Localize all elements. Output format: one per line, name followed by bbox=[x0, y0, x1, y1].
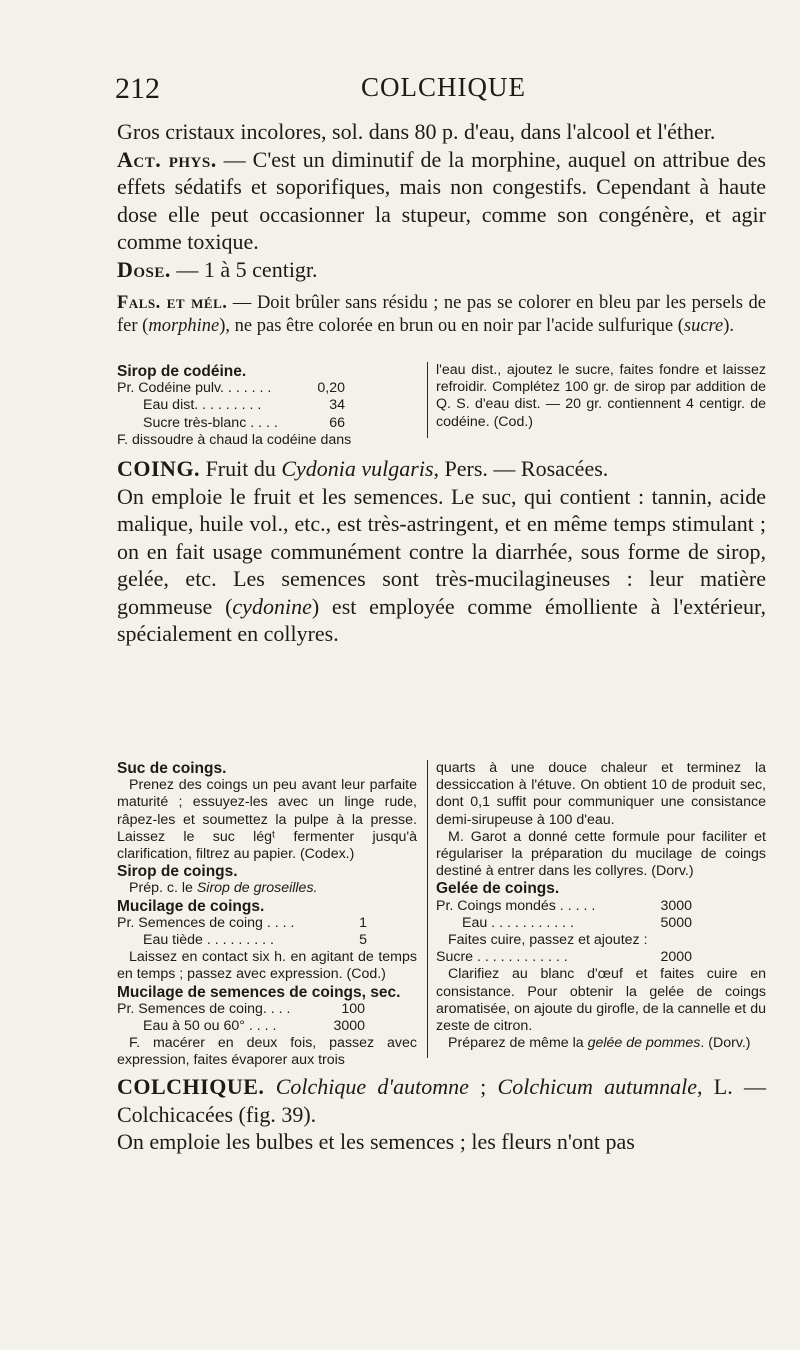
sirop-coings-prep: Prép. c. le bbox=[129, 880, 197, 897]
colchique-family: , L. — Colchicacées (fig. 39). bbox=[117, 1074, 766, 1127]
recipe-label: Pr. Codéine pulv. . . . . . . bbox=[117, 380, 272, 397]
coing-text: Fruit du bbox=[200, 456, 282, 481]
sirop-codeine-title: Sirop de codéine. bbox=[117, 363, 247, 380]
coing-body-text2: ) est employée comme émolliente à l'extérieur, spécialement en collyres. bbox=[117, 593, 766, 646]
coing-body-text: On emploie le fruit et les semences. Le suc, qui contient : tannin, acide malique, huile vol., etc., est très-astringent, et en même temps stimulant ; on en fait usage communément contre la diarrhée, sous forme de sirop, gelée, etc. Les semences sont très-mucilagineuses : leur matière gommeuse ( bbox=[117, 483, 766, 619]
colchique-sep bbox=[264, 1074, 275, 1099]
column-divider bbox=[427, 760, 428, 1058]
coing-heading bbox=[117, 455, 766, 483]
act-phys-label: Act. phys. bbox=[117, 146, 217, 172]
mucilage-sec-text: F. macérer en deux fois, passez avec expression, faites évaporer aux trois bbox=[117, 1035, 417, 1069]
fals-text: — Doit brûler sans résidu ; ne pas se colorer en bleu par les persels de fer ( bbox=[117, 293, 766, 336]
colchique-body: On emploie les bulbes et les semences ; les fleurs n'ont pas bbox=[117, 1129, 635, 1154]
fals-text2: ), ne pas être colorée en brun ou en noir par l'acide sulfurique ( bbox=[219, 315, 684, 336]
recipe-value: 0,20 bbox=[317, 380, 345, 397]
recipe-label: Sucre . . . . . . . . . . . . bbox=[436, 949, 568, 966]
gelee-text: Clarifiez au blanc d'œuf et faites cuire en consistance. Pour obtenir la gelée de coings aromatisée, on ajoute du girofle, de la cannelle et du zeste de citron. bbox=[436, 966, 766, 1035]
sirop-codeine-last-line: F. dissoudre à chaud la codéine dans bbox=[117, 431, 352, 448]
page-number: 212 bbox=[115, 72, 160, 105]
recipe-value: 1 bbox=[359, 914, 367, 931]
colchique-sep2: ; bbox=[468, 1074, 498, 1099]
sirop-codeine-right-text: l'eau dist., ajoutez le sucre, faites fondre et laissez refroidir. Complétez 100 gr. de sirop par addition de Q. S. d'eau dist. — 20 gr. contiennent 4 centigr. de codéine. (Cod.) bbox=[436, 362, 766, 430]
suc-text: Prenez des coings un peu avant leur parfaite maturité ; essuyez-les avec un linge rude, râpez-les et soumettez la pulpe à la presse. Laissez le suc légᵗ fermenter jusqu'à clarification, filtrez au papier. (Codex.) bbox=[117, 777, 417, 863]
dose-text: — 1 à 5 centigr. bbox=[170, 256, 318, 282]
recipe-value: 5000 bbox=[660, 914, 692, 931]
recipe-value: 34 bbox=[329, 397, 345, 414]
recipe-row bbox=[117, 932, 367, 949]
recipe-row bbox=[117, 397, 345, 414]
dose-label: Dose. bbox=[117, 256, 171, 282]
running-header bbox=[115, 72, 760, 108]
sirop-coings-ref: Sirop de groseilles. bbox=[196, 880, 318, 897]
recipe-label: Pr. Coings mondés . . . . . bbox=[436, 897, 596, 914]
fals-sucre: sucre bbox=[683, 315, 724, 336]
recipe-row bbox=[436, 949, 692, 966]
coing-family: , Pers. — Rosacées. bbox=[433, 456, 609, 481]
fals-text3: ). bbox=[723, 315, 735, 336]
recipe-value: 3000 bbox=[660, 897, 692, 914]
recipe-row bbox=[436, 915, 692, 932]
recipe-label: Eau dist. . . . . . . . . bbox=[143, 397, 262, 414]
recipe-label: Eau à 50 ou 60° . . . . bbox=[143, 1018, 277, 1035]
gelee-pommes-a: Préparez de même la bbox=[448, 1035, 588, 1052]
act-phys-text: — C'est un diminutif de la morphine, auquel on attribue des effets sédatifs et soporifiques, mais non congestifs. Cependant à haute dose elle peut occasionner la stupeur, comme son congénère, et agir comme toxique. bbox=[117, 146, 766, 254]
recipe-label: Eau tiède . . . . . . . . . bbox=[143, 932, 274, 949]
gelee-pommes bbox=[436, 1035, 766, 1052]
recipe-row bbox=[117, 1001, 365, 1018]
column-divider bbox=[427, 362, 428, 438]
recipe-label: Pr. Semences de coing. . . . bbox=[117, 1000, 291, 1017]
mucilage-sec-continued: quarts à une douce chaleur et terminez la dessiccation à l'étuve. On obtient 10 de produit sec, dont 0,1 suffit pour communiquer une consistance demi-sirupeuse à 100 d'eau. bbox=[436, 760, 766, 828]
intro-line: Gros cristaux incolores, sol. dans 80 p. d'eau, dans l'alcool et l'éther. bbox=[117, 119, 716, 144]
coing-cydonine: cydonine bbox=[232, 593, 312, 619]
recipe-value: 2000 bbox=[660, 949, 692, 966]
suc-title: Suc de coings. bbox=[117, 760, 227, 777]
left-column bbox=[117, 760, 417, 1070]
coing-label: COING. bbox=[117, 456, 201, 481]
colchique-latin: Colchicum autumnale bbox=[497, 1074, 697, 1099]
mucilage-text: Laissez en contact six h. en agitant de temps en temps ; passez avec expression. (Cod.) bbox=[117, 949, 417, 983]
sirop-coings-title: Sirop de coings. bbox=[117, 863, 238, 881]
dose-paragraph bbox=[117, 256, 766, 284]
gelee-pommes-b: gelée de pommes bbox=[587, 1035, 701, 1052]
fals-morphine: morphine bbox=[148, 315, 220, 336]
recipe-value: 66 bbox=[329, 414, 345, 431]
sirop-codeine-right bbox=[436, 362, 766, 431]
coing-latin: Cydonia vulgaris bbox=[281, 456, 434, 481]
recipe-row bbox=[117, 1018, 365, 1035]
recipe-label: Sucre très-blanc . . . . bbox=[143, 414, 278, 431]
intro-block bbox=[117, 118, 766, 283]
recipe-row bbox=[117, 415, 345, 432]
colchique-heading bbox=[117, 1073, 766, 1128]
recipe-value: 3000 bbox=[333, 1018, 365, 1035]
coing-section bbox=[117, 455, 766, 648]
right-column bbox=[436, 760, 766, 1052]
garot-note: M. Garot a donné cette formule pour faciliter et régulariser la préparation du mucilage de coings destiné à entrer dans les collyres. (Dorv.) bbox=[436, 828, 766, 880]
colchique-label: COLCHIQUE. bbox=[117, 1074, 265, 1099]
mucilage-sec-title: Mucilage de semences de coings, sec. bbox=[117, 983, 401, 1001]
recipe-value: 100 bbox=[341, 1000, 365, 1017]
colchique-fr: Colchique d'automne bbox=[275, 1074, 469, 1099]
recipe-row bbox=[436, 898, 692, 915]
fals-label: Fals. et mél. bbox=[117, 293, 228, 313]
gelee-pommes-c: . (Dorv.) bbox=[700, 1035, 751, 1052]
gelee-title: Gelée de coings. bbox=[436, 880, 560, 898]
act-phys-paragraph bbox=[117, 146, 766, 256]
recipe-label: Eau . . . . . . . . . . . bbox=[462, 914, 574, 931]
sirop-coings-text bbox=[117, 880, 417, 897]
recipe-row bbox=[117, 915, 367, 932]
mucilage-title: Mucilage de coings. bbox=[117, 897, 265, 915]
recipe-label: Pr. Semences de coing . . . . bbox=[117, 914, 295, 931]
recipe-value: 5 bbox=[359, 932, 367, 949]
gelee-instruction: Faites cuire, passez et ajoutez : bbox=[448, 932, 648, 949]
fals-paragraph bbox=[117, 292, 766, 337]
sirop-codeine-left bbox=[117, 363, 417, 449]
recipe-row bbox=[117, 380, 345, 397]
colchique-section bbox=[117, 1073, 766, 1156]
running-title: COLCHIQUE bbox=[361, 72, 526, 102]
coing-body bbox=[117, 483, 766, 648]
